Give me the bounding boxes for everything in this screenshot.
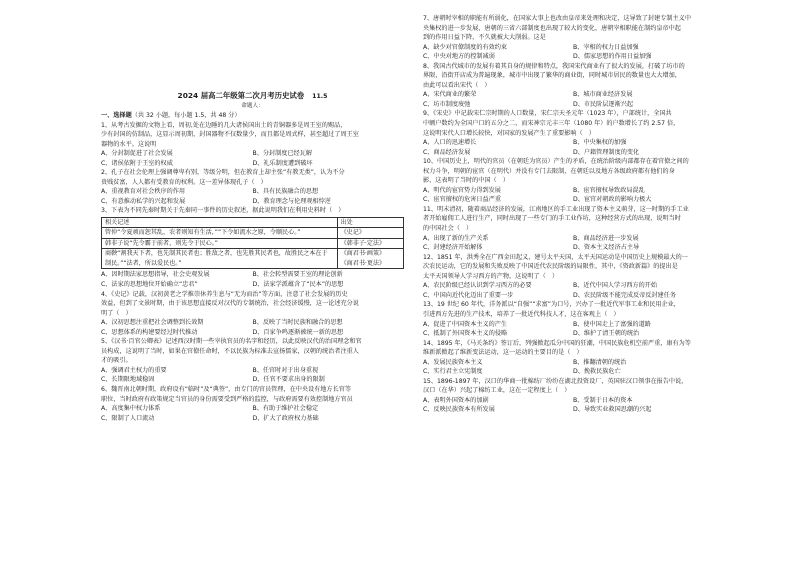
answer-options <box>101 270 404 289</box>
question-stem-line: 3、下表为不同先秦时期关于先秦同一事件的历史叙述，据此说明我们在利用史料时（ ） <box>101 207 345 215</box>
question <box>423 253 723 301</box>
question-stem-line: 5、《汉书·百官公卿表》记述西汉时期一些宰执官员的名字和经历，以此反映汉代的治国理念和官 <box>101 338 362 346</box>
answer-option: D、教育理念与伦理观相悖逆 <box>252 197 331 205</box>
answer-option: C、坊市制度废弛 <box>423 100 471 108</box>
question-stem-line: 1、从考古发掘的文物上看，周初,处在边陲的几大诸侯国出土的青铜器多是周王室的赐品， <box>101 121 347 129</box>
answer-option: B、城市商业经济发展 <box>573 91 633 99</box>
source-table-header <box>102 217 404 228</box>
question-stem-line: 次农民运动，它的发展和失败反映了中国近代农民阶级的局限性，其中，《资政新篇》的提出是 <box>423 263 678 271</box>
answer-options <box>423 138 723 157</box>
answer-option: B、宦官擅权导致政局混乱 <box>573 186 645 194</box>
question <box>423 377 723 415</box>
source-table-cell: 《史记》 <box>337 228 403 239</box>
answer-option: C、抵制了外国资本主义的侵略 <box>423 330 508 338</box>
question-stem-line: 2、孔子在社会伦理上强调尊卑有别，等级分明，但在教育上却主张“有教无类”，认为不分 <box>101 169 345 177</box>
answer-option: A、强调君主权力的重要 <box>101 366 167 374</box>
answer-options <box>101 404 404 423</box>
answer-option: B、受制于日本的资本 <box>573 396 633 404</box>
answer-option: A、农民阶级已经认识到学习西方的必要 <box>423 282 532 290</box>
answer-options <box>101 366 404 385</box>
question-stem-line: 少有封国的仿制品，这显示周初期，封国器物不仅数量少，而且都是周式样，甚至超过了周王室 <box>101 131 359 139</box>
answer-option: A、高度集中权力体系 <box>101 405 161 413</box>
answer-option: C、思想体系的构建要经过时代推动 <box>101 328 198 336</box>
question-stem-line: 9、《宋史》中记载宋仁宗时期的人口数量，宋仁宗天圣元年（1023 年），户部统计，全国共 <box>423 110 672 118</box>
question-stem-line: 的中国社会（ ） <box>423 225 473 233</box>
answer-option: B、社会转型需要王室的理论创新 <box>252 271 343 279</box>
question-stem-line: 影，这表明了当时的中国（ ） <box>423 177 509 185</box>
answer-option: B、商品经济进一步发展 <box>573 234 639 242</box>
answer-option: D、市民阶层逐渐兴起 <box>573 100 633 108</box>
answer-options <box>423 234 723 253</box>
question <box>423 205 723 253</box>
answer-option: B、使中国走上了富强的道路 <box>573 320 651 328</box>
question-stem-line: 6、魏晋南北朝时期，政府设有“临时”及“典签”，由专门的官员管理，在中央设有地方长官等 <box>101 386 351 394</box>
answer-option: A、因时期法家思想指导，社会史观发展 <box>101 271 210 279</box>
question-stem-line: 引进西方先进的生产技术，培养了一批近代科技人才，这在客观上（ ） <box>423 310 620 318</box>
question-stem-line: 权力斗争，明朝的宦官（在明代）并没有专门去限制，在朝廷以及地方各级政府都有他们的身 <box>423 167 675 175</box>
answer-option: C、反映民族资本有所发展 <box>423 406 495 414</box>
answer-option: A、明代的宦官势力得到发展 <box>423 186 501 194</box>
question <box>101 121 404 169</box>
answer-option: C、宦官擅权的危害日益严重 <box>423 196 501 204</box>
answer-option: C、诸侯依附于王室的权威 <box>101 159 173 167</box>
question-stem-line: 汉口（在华）兴起了棉纺工业，这在一定程度上（ ） <box>423 387 571 395</box>
question-stem-line: 界限，沿街开店成为普遍现象，城市中出现了繁华的商业街，同时城市居民的数量也大大增加， <box>423 72 681 80</box>
answer-option: D、导致实业救国思潮的兴起 <box>573 406 652 414</box>
answer-option: A、缺少对官僚制度的有效约束 <box>423 43 508 51</box>
question-stem-line: 14、1895 年，《马关条约》签订后，列强掀起瓜分中国的狂潮，中国民族危机空前严重，康有为等 <box>423 339 691 347</box>
question-stem-line: 职位，当时政府有政策规定当官员的身份需要受到严格的监控，与政府需要有效控制地方官员 <box>101 395 353 403</box>
answer-option: A、出现了新的生产关系 <box>423 234 489 242</box>
question-stem-line: 效益，但到了文景时期，由于该思想直接反对汉代的专制统治，社会经济缓慢，这一论述充分说 <box>101 300 359 308</box>
section-heading <box>101 111 404 121</box>
answer-option: C、中央对地方的控制减弱 <box>423 53 495 61</box>
answer-option: B、近代中国人学习西方的开始 <box>573 282 658 290</box>
question-stem-line: 7、唐朝时宰相的职能有所弱化，在国家大事上也改由皇帝来处理和决定，这导致了封建专制主义中 <box>423 15 691 22</box>
question <box>101 337 404 385</box>
answer-option: A、促进了中国资本主义的产生 <box>423 320 508 328</box>
answer-options <box>101 318 404 337</box>
answer-option: C、有意推动私学的兴起和发展 <box>101 197 186 205</box>
answer-option: B、有助于维护社会稳定 <box>252 405 319 413</box>
question-stem-line: 央集权的进一步发展，唐朝的三省六部制度也出现了较大的变化，唐朝宰相职能在制约皇帝中起 <box>423 24 681 32</box>
answer-option: B、中央集权的加强 <box>573 139 627 147</box>
answer-option: A、分封制促进了社会发展 <box>101 150 173 158</box>
question-stem-line: 者开始雇佣工人进行生产，同时出现了一些专门的手工业作坊，这种经营方式的出现，说明当时 <box>423 215 681 223</box>
answer-option: A、重视教育对社会秩序的作用 <box>101 188 186 196</box>
question-stem-line: 员构成，这说明了当时，如果在官僚任命时，不以民族为标准去宣扬儒家，汉朝的统治者注重人 <box>101 347 359 355</box>
answer-option: B、任官时对于出身重视 <box>252 366 319 374</box>
answer-option: A、发展民族资本主义 <box>423 358 483 366</box>
question <box>423 109 723 157</box>
question <box>423 300 723 338</box>
source-table-cell: 韩非子说“先令霸于前者，则先令于民心。” <box>102 238 338 249</box>
answer-options <box>423 186 723 205</box>
question-stem-line: 12、1851 年，洪秀全在广西金田起义，建号太平天国，太平天国运动是中国历史上规模最大的一 <box>423 253 688 261</box>
question-stem-line: 到的作用日益下降，不久就被大大削弱。这是 <box>423 34 546 42</box>
question-stem-line: 中额户数约为全国户口的五分之二，而宋神宗元丰三年（1080 年）的户数增长了约 2.57 倍， <box>423 120 680 128</box>
answer-option: B、分封制度已经瓦解 <box>252 150 312 158</box>
answer-options <box>423 90 723 109</box>
question <box>101 168 404 206</box>
answer-option: D、扩大了政府权力基础 <box>252 414 319 422</box>
left-question-list <box>101 121 404 424</box>
section-note: （共 32 小题，每小题 1.5，共 48 分） <box>131 112 241 119</box>
answer-option: B、宰相的权力日益加强 <box>573 43 639 51</box>
question-stem-line: 11、明末清初，随着商品经济的发展，江南地区的手工业出现了资本主义萌芽，这一时期的手工业 <box>423 205 689 213</box>
source-table <box>101 217 404 270</box>
source-table-head-cell: 相关记述 <box>102 217 338 228</box>
source-table-row <box>102 249 404 269</box>
answer-options <box>101 187 404 206</box>
answer-option: D、宦官对朝政的影响力极大 <box>573 196 652 204</box>
answer-option: D、挽救民族危亡 <box>573 368 621 376</box>
exam-setter: 命题人： <box>241 103 264 109</box>
answer-options <box>101 149 404 168</box>
answer-option: D、礼乐制度遭到破坏 <box>252 159 313 167</box>
left-column <box>101 90 404 423</box>
answer-option: D、任官不要求出身的限制 <box>252 376 325 384</box>
question-stem-line: 明了（ ） <box>101 309 132 317</box>
source-table-row <box>102 228 404 239</box>
right-question-list <box>423 14 723 415</box>
question <box>423 14 723 62</box>
question <box>101 206 404 289</box>
question-stem-line: 贵贱贫富，人人都有受教育的权利。这一差异体现孔子（ ） <box>101 178 267 186</box>
source-table-cell: 商鞅“割我天下者，也先制其民者也；胜敌之者，也先胜其民者也，故胜民之本在于制民。”“法者，所以爱民也。” <box>102 249 338 269</box>
answer-option: C、实行君主立宪制度 <box>423 368 483 376</box>
answer-option: D、农民阶级不能完成反帝反封建任务 <box>573 291 676 299</box>
question-stem-line: 15、1896-1897 年，汉口的华商一批棉纺厂纷纷在湖北投资设厂，英国驻汉口领事在报告中说， <box>423 377 688 385</box>
exam-title-text: 2024 届高二年级第二次月考历史试卷 <box>177 91 305 100</box>
section-title: 一、选择题 <box>101 112 132 119</box>
answer-options <box>423 396 723 415</box>
answer-option: B、反映了当时民族和融合的思想 <box>252 319 343 327</box>
question <box>423 62 723 110</box>
source-table-row <box>102 238 404 249</box>
answer-option: B、具有民族融合的思想 <box>252 188 319 196</box>
question-stem-line: 维新派掀起了维新变法运动，这一运动的主要目的是（ ） <box>423 349 583 357</box>
question-stem-line: 太平天国领导人学习西方的产物，这说明了（ ） <box>423 272 559 280</box>
source-table-head-cell: 出处 <box>337 217 403 228</box>
answer-option: C、封建经济开始解体 <box>423 244 483 252</box>
question <box>101 385 404 423</box>
question-stem-line: 由此可以看出宋代（ ） <box>423 81 491 89</box>
question-stem-line: 4、《史记》记载，汉初黄老之学推崇休养生息与“无为而治”等方面，注意了社会发展的历史 <box>101 290 348 298</box>
question-stem-line: 器物的水平。这说明 <box>101 140 157 148</box>
answer-option: B、推翻清朝的统治 <box>573 358 627 366</box>
answer-options <box>423 43 723 62</box>
question-stem-line: 才的吸引。 <box>101 357 132 365</box>
question-stem-line: 这说明宋代人口增长较快，对国家的发展产生了重要影响（ ） <box>423 129 595 137</box>
exam-title <box>101 90 404 102</box>
answer-option: D、儒家思想的作用日益加强 <box>573 53 652 61</box>
exam-code: 11.5 <box>312 93 328 100</box>
question-stem-line: 10、中国历史上，明代的官员（在朝廷为官员）产生的矛盾，在统治阶级内部都存在着官僚之间的 <box>423 158 689 166</box>
question <box>101 290 404 338</box>
source-table-cell: 《韩非子·定法》 <box>337 238 403 249</box>
answer-option: A、宋代商业的繁荣 <box>423 91 477 99</box>
question-stem-line: 13、19 世纪 60 年代，洋务派以“自强”“求富”为口号，兴办了一批近代军事工业和民用企业， <box>423 301 680 309</box>
source-table-cell: 管仲“令夏顽而恕其乱，农者则知有生活，”“下令如流水之原，令顺民心。” <box>102 228 338 239</box>
answer-options <box>423 320 723 339</box>
answer-option: D、资本主义经济占主导 <box>573 244 640 252</box>
answer-option: C、商品经济发展 <box>423 148 471 156</box>
question <box>423 339 723 377</box>
answer-option: D、维护了清王朝的统治 <box>573 330 640 338</box>
answer-option: C、中国向近代化迈出了重要一步 <box>423 291 514 299</box>
answer-option: C、法家的思想地位开始确立“忠君” <box>101 281 198 289</box>
answer-option: A、汉初思想注重把社会调整到长效期 <box>101 319 204 327</box>
answer-option: C、长期限地域稳固 <box>101 376 155 384</box>
source-table-cell: 《商君书·画策》 《商君书·更法》 <box>337 249 403 269</box>
right-column <box>423 14 723 415</box>
answer-option: A、人口的迅速增长 <box>423 139 477 147</box>
question <box>423 157 723 205</box>
answer-option: D、百家争鸣逐渐被统一新的思想 <box>252 328 344 336</box>
answer-option: D、法家学派蕴含了“民本”的思想 <box>252 281 344 289</box>
answer-option: D、户籍管理制度的变化 <box>573 148 640 156</box>
answer-option: A、表明外国资本的加剧 <box>423 396 489 404</box>
answer-options <box>423 358 723 377</box>
question-stem-line: 8、我国古代城市的发展有着其自身的规律和特点，我国宋代商业有了很大的发展，打破了坊市的 <box>423 62 685 70</box>
answer-options <box>423 281 723 300</box>
answer-option: C、限制了人口流动 <box>101 414 155 422</box>
